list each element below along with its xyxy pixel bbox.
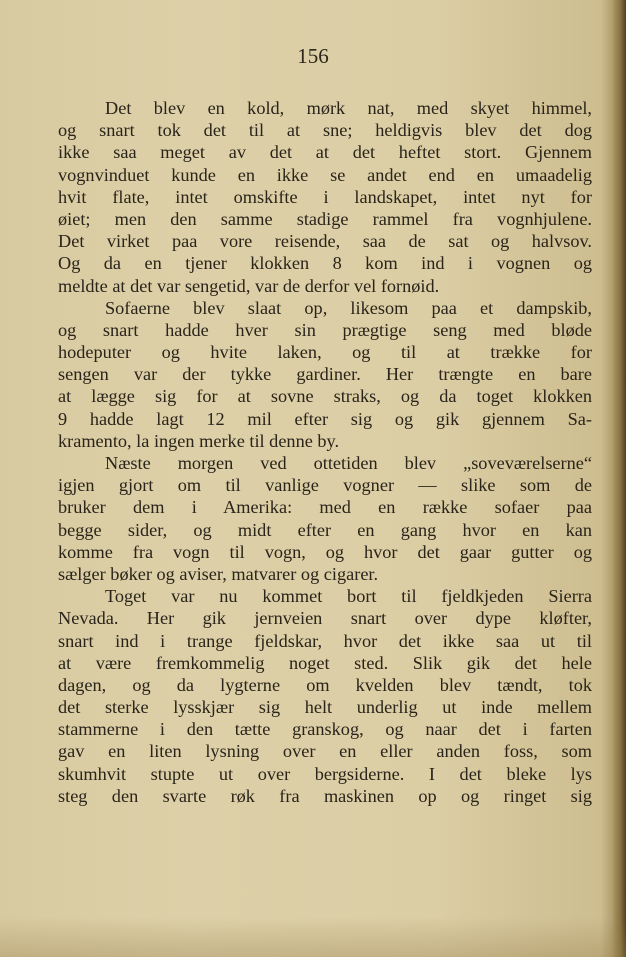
page-bottom-shade xyxy=(0,917,626,957)
text-line: ikke saa meget av det at det heftet stort. Gjennem xyxy=(58,142,592,163)
text-line: hvit flate, intet omskifte i landskapet, intet nyt for xyxy=(58,186,592,207)
text-line: dagen, og da lygterne om kvelden blev tændt, tok xyxy=(58,674,592,695)
text-line: hodeputer og hvite laken, og til at trække for xyxy=(58,342,592,363)
text-line: og snart hadde hver sin prægtige seng med bløde xyxy=(58,319,592,340)
text-line: snart ind i trange fjeldskar, hvor det ikke saa ut til xyxy=(58,630,592,651)
text-line: Næste morgen ved ottetiden blev „soveværelserne“ xyxy=(105,453,592,473)
text-line: sælger bøker og aviser, matvarer og cigarer. xyxy=(58,563,379,584)
text-line: Sofaerne blev slaat op, likesom paa et dampskib, xyxy=(105,297,592,318)
text-line: øiet; men den samme stadige rammel fra vognhjulene. xyxy=(58,208,592,229)
text-line: bruker dem i Amerika: med en række sofaer paa xyxy=(58,497,592,518)
text-line: kramento, la ingen merke til denne by. xyxy=(58,430,340,451)
text-line: igjen gjort om til vanlige vogner — slike som de xyxy=(58,475,592,496)
page-edge-shadow xyxy=(612,0,626,957)
text-line: stammerne i den tætte granskog, og naar det i farten xyxy=(58,719,592,740)
text-line: begge sider, og midt efter en gang hvor en kan xyxy=(58,519,592,540)
text-line: Og da en tjener klokken 8 kom ind i vognen og xyxy=(58,253,592,274)
text-line: komme fra vogn til vogn, og hvor det gaar gutter og xyxy=(58,541,592,562)
text-line: steg den svarte røk fra maskinen op og ringet sig xyxy=(58,785,592,806)
text-line: vognvinduet kunde en ikke se andet end en umaadelig xyxy=(58,164,592,185)
text-line: Det virket paa vore reisende, saa de sat og halvsov. xyxy=(58,231,592,252)
body-text xyxy=(58,97,592,807)
text-line: Toget var nu kommet bort til fjeldkjeden Sierra xyxy=(105,586,592,607)
text-line: gav en liten lysning over en eller anden foss, som xyxy=(58,741,592,762)
text-line: 9 hadde lagt 12 mil efter sig og gik gjennem Sa- xyxy=(58,408,592,429)
text-line: sengen var der tykke gardiner. Her trængte en bare xyxy=(58,364,592,385)
text-line: at være fremkommelig noget sted. Slik gik det hele xyxy=(58,652,592,673)
text-line: Det blev en kold, mørk nat, med skyet himmel, xyxy=(105,98,592,118)
text-line: skumhvit stupte ut over bergsiderne. I det bleke lys xyxy=(58,763,592,784)
text-line: og snart tok det til at sne; heldigvis blev det dog xyxy=(58,120,592,141)
text-line: det sterke lysskjær sig helt underlig ut inde mellem xyxy=(58,697,592,718)
text-line: meldte at det var sengetid, var de derfor vel fornøid. xyxy=(58,275,440,296)
text-line: Nevada. Her gik jernveien snart over dype kløfter, xyxy=(58,608,592,629)
page-number: 156 xyxy=(297,44,329,68)
text-line: at lægge sig for at sovne straks, og da toget klokken xyxy=(58,386,592,407)
